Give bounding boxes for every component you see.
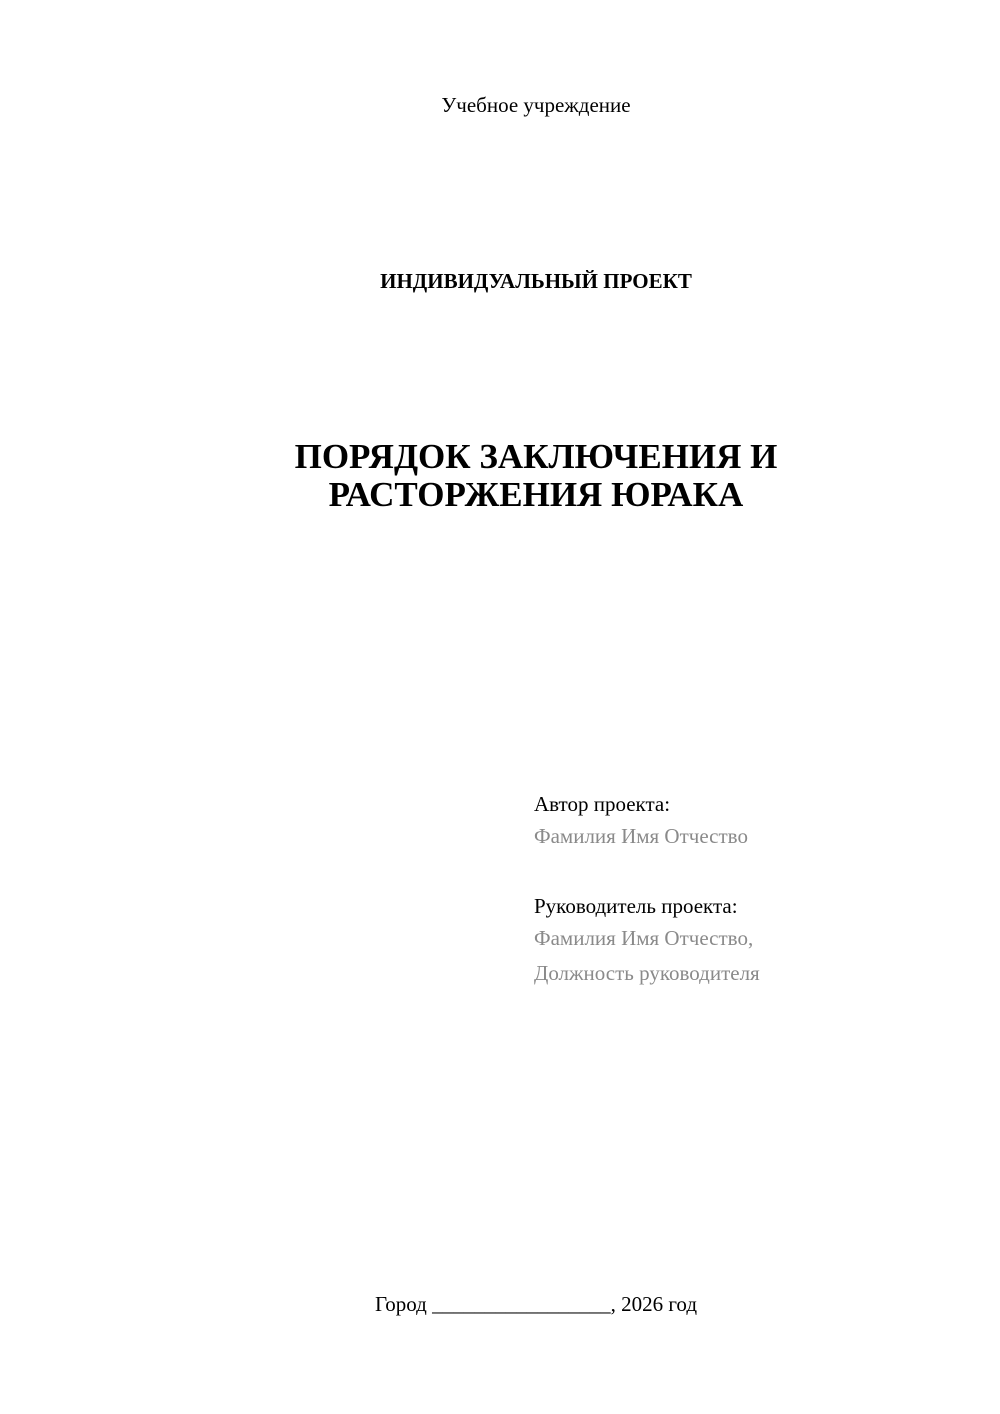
author-label: Автор проекта:	[534, 792, 671, 816]
institution-name: Учебное учреждение	[441, 93, 631, 117]
credits-spacer	[534, 854, 974, 891]
credits-block	[534, 789, 974, 991]
supervisor-position: Должность руководителя	[534, 961, 760, 985]
document-type: ИНДИВИДУАЛЬНЫЙ ПРОЕКТ	[380, 269, 692, 293]
supervisor-name: Фамилия Имя Отчество,	[534, 926, 754, 950]
author-name: Фамилия Имя Отчество	[534, 824, 748, 848]
document-title	[0, 438, 1000, 514]
document-title-line: ПОРЯДОК ЗАКЛЮЧЕНИЯ И	[294, 437, 778, 476]
city-year-line: Город _________________, 2026 год	[374, 1292, 698, 1316]
document-title-line: РАСТОРЖЕНИЯ ЮРАКА	[328, 475, 744, 514]
supervisor-label: Руководитель проекта:	[534, 894, 738, 918]
